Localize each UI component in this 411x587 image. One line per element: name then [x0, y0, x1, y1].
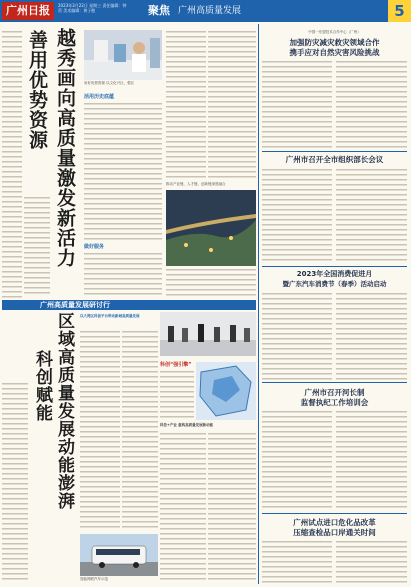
photo-caption-3: 以大湾区科创平台带动新城高质量发展 [80, 314, 140, 318]
right-headline-4b: 监督执纪工作培训会 [300, 398, 369, 407]
headline-left-b: 善用优势资源 [26, 30, 48, 150]
right-headline-2: 广州市召开全市组织部长会议 [285, 155, 384, 164]
right-headline-3b: 暨广东汽车消费节（春季）活动启动 [282, 280, 387, 288]
right-headline-1b: 携手应对自然灾害风险挑战 [289, 48, 380, 57]
body-text-col3 [208, 30, 256, 180]
headline-left-c: 区域高质量发展动能澎湃 [54, 312, 74, 510]
photo-caption-5: 智能网联汽车示范 [80, 577, 108, 581]
right-headline-3a: 2023年全国消费促进月 [296, 270, 373, 278]
lab-photo [84, 30, 162, 80]
right-text-1a [262, 60, 332, 148]
left-column-text [2, 30, 22, 300]
right-headline-5a: 广州试点进口危化品改革 [293, 518, 376, 527]
body-text-col1b [84, 252, 162, 297]
right-text-2a [262, 168, 332, 263]
right-rule-3 [262, 382, 407, 383]
masthead-meta: 2023年3月22日 星期三 责任编辑：钟蓓 美术编辑：黄子懿 [58, 3, 127, 13]
body-text-col2b [166, 268, 256, 298]
vehicle-photo [80, 534, 158, 576]
section-band: 广州高质量发展研讨行 [2, 300, 256, 310]
photo-caption-1: 用好优势资源 以文化兴区、强区 [84, 81, 135, 85]
right-text-5b [336, 540, 407, 584]
right-text-3b [336, 292, 407, 380]
left-body-text [24, 196, 50, 296]
right-text-5a [262, 540, 332, 584]
right-headline-5b: 压缩查检品口岸通关时间 [293, 528, 376, 537]
body-text-col2 [166, 30, 206, 180]
section-title: 广州高质量发展 [178, 6, 242, 16]
caption-4: 科技+产业 重构高质量发展新动能 [160, 423, 214, 427]
body-text-col7 [160, 432, 206, 582]
headline-left-d: 科创赋能 [32, 350, 52, 422]
aerial-photo [166, 190, 256, 266]
left-lower-text [2, 382, 28, 582]
right-text-1b [336, 60, 407, 148]
subhead-service: 做好服务 [84, 244, 105, 250]
right-rule-1 [262, 151, 407, 152]
body-text-col4 [80, 330, 120, 530]
right-text-3a [262, 292, 332, 380]
headline-left-a: 越秀画向高质量激发新活力 [54, 28, 76, 268]
page-number: 5 [388, 0, 411, 22]
column-divider [258, 24, 259, 584]
right-headline-1: 加强防灾减灾救灾领域合作 [289, 38, 380, 47]
subhead-history: 活用历史底蕴 [84, 94, 115, 100]
right-text-2b [336, 168, 407, 263]
right-rule-2 [262, 266, 407, 267]
exhibition-photo [160, 312, 256, 356]
subhead-engine: 科创“强引擎” [160, 362, 192, 368]
district-map [196, 362, 256, 420]
photo-caption-2: 推动产业链、人才链、创新链深度融合 [166, 182, 226, 186]
right-rule-4 [262, 513, 407, 514]
right-headline-4a: 广州市召开河长制 [304, 388, 365, 397]
body-text-col1 [84, 102, 162, 242]
body-text-col6 [160, 370, 194, 420]
right-top-tag: 中国一东盟技术合作中心（广州） [308, 30, 361, 34]
newspaper-logo: 广州日报 [2, 2, 54, 20]
section-keyword: 聚焦 [148, 4, 170, 17]
body-text-col8 [208, 432, 256, 582]
right-text-4b [336, 410, 407, 510]
body-text-col5 [122, 330, 158, 530]
right-text-4a [262, 410, 332, 510]
